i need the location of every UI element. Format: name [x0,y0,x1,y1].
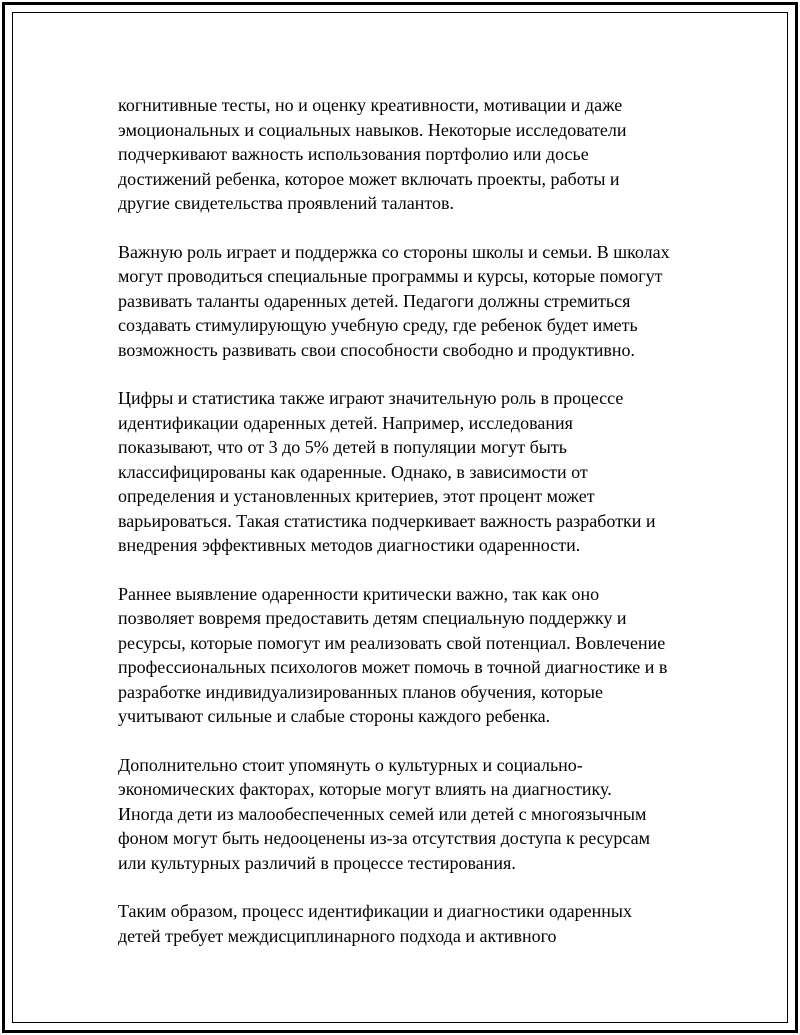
text-line: позволяет вовремя предоставить детям специальную поддержку и [118,608,627,628]
text-line: возможность развивать свои способности свободно и продуктивно. [118,339,635,360]
text-line: внедрения эффективных методов диагностики одаренности. [118,535,581,555]
text-line: создавать стимулирующую учебную среду, где ребенок будет иметь [118,315,638,335]
text-line: достижений ребенка, которое может включать проекты, работы и [118,168,620,189]
text-line: определения и установленных критериев, этот процент может [118,486,595,506]
text-line: могут проводиться специальные программы и курсы, которые помогут [118,266,663,286]
text-line: или культурных различий в процессе тестирования. [118,852,516,873]
text-line: идентификации одаренных детей. Например, исследования [118,412,573,433]
text-line: развивать таланты одаренных детей. Педагоги должны стремиться [118,290,631,311]
text-line: когнитивные тесты, но и оценку креативности, мотивации и даже [118,95,623,115]
text-line: Дополнительно стоит упомянуть о культурных и социально- [118,754,583,775]
text-line: экономических факторах, которые могут влиять на диагностику. [118,779,612,799]
text-line: Важную роль играет и поддержка со стороны школы и семьи. В школах [118,241,670,262]
text-line: Цифры и статистика также играют значительную роль в процессе [118,388,624,408]
text-line: Таким образом, процесс идентификации и диагностики одаренных [118,901,632,921]
paragraph-early-identification [118,582,718,729]
text-line: показывают, что от 3 до 5% детей в популяции могут быть [118,437,567,457]
paragraph-statistics [118,386,718,558]
text-line: эмоциональных и социальных навыков. Некоторые исследователи [118,119,627,140]
text-line: классифицированы как одаренные. Однако, в зависимости от [118,461,588,482]
text-line: разработке индивидуализированных планов обучения, которые [118,681,603,702]
paragraph-school-family-support [118,240,718,363]
text-line: варьироваться. Такая статистика подчеркивает важность разработки и [118,510,656,531]
paragraph-assessment-methods [118,93,718,216]
text-line: Иногда дети из малообеспеченных семей или детей с многоязычным [118,803,647,824]
paragraph-conclusion [118,899,718,948]
paragraph-cultural-factors [118,753,718,876]
text-line: фоном могут быть недооценены из-за отсутствия доступа к ресурсам [118,828,650,848]
document-body [118,93,718,972]
text-line: подчеркивают важность использования портфолио или досье [118,144,589,164]
text-line: ресурсы, которые помогут им реализовать свой потенциал. Вовлечение [118,632,666,653]
text-line: учитывают сильные и слабые стороны каждого ребенка. [118,706,551,726]
text-line: другие свидетельства проявлений талантов. [118,193,455,213]
text-line: детей требует междисциплинарного подхода и активного [118,925,557,946]
text-line: профессиональных психологов может помочь в точной диагностике и в [118,657,668,677]
text-line: Раннее выявление одаренности критически важно, так как оно [118,583,600,604]
